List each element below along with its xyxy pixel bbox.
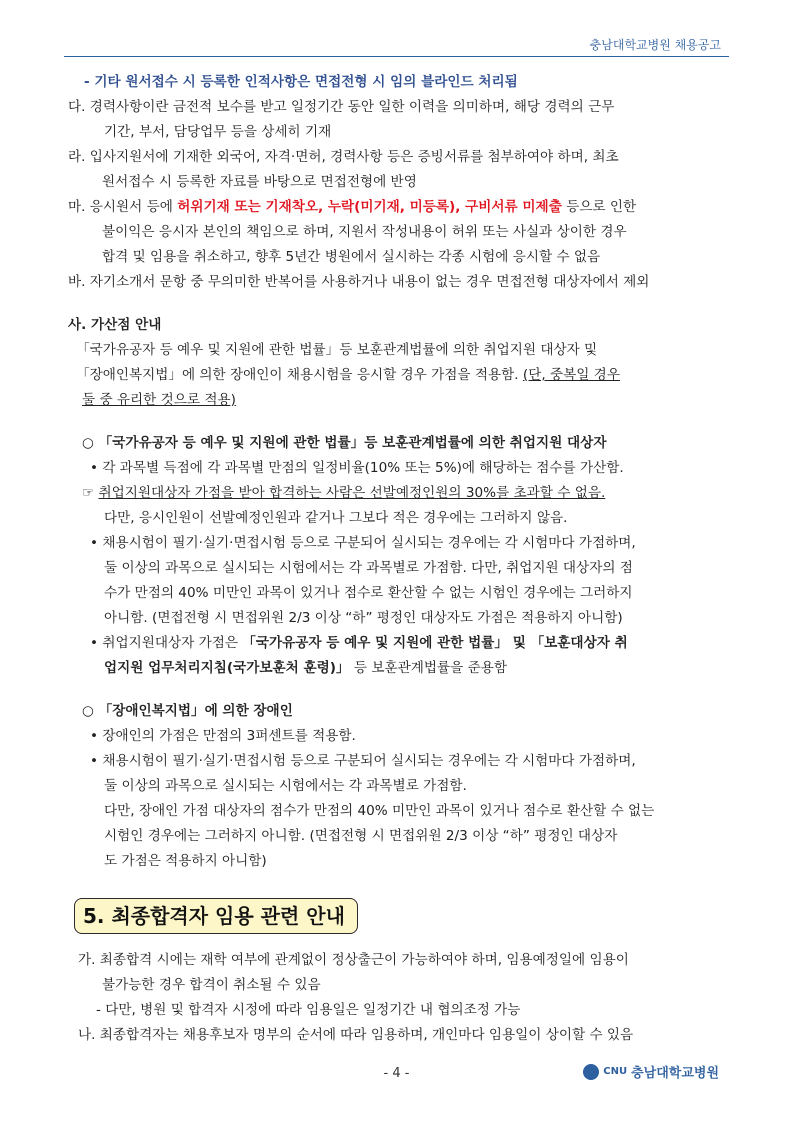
disability-bullet-2-cont2: 다만, 장애인 가점 대상자의 점수가 만점의 40% 미만인 과목이 있거나 점수로 환산할 수 없는 <box>104 803 655 819</box>
veteran-bullet-1: • 각 과목별 득점에 각 과목별 만점의 일정비율(10% 또는 5%)에 해당하는 점수를 가산함. <box>90 460 624 476</box>
pointing-hand-icon: ☞ <box>82 485 99 501</box>
veteran-bullet-2-cont3: 아니함. (면접전형 시 면접위원 2/3 이상 “하” 평정인 대상자도 가점은 적용하지 아니함) <box>104 610 623 626</box>
hospital-logo <box>583 1062 719 1081</box>
disability-bullet-2-cont3: 시험인 경우에는 그러하지 아니함. (면접전형 시 면접위원 2/3 이상 “하” 평정인 대상자 <box>104 828 618 844</box>
sa-desc-1: 「국가유공자 등 예우 및 지원에 관한 법률」등 보훈관계법률에 의한 취업지원 대상자 및 <box>76 342 598 358</box>
header-title: 충남대학교병원 채용공고 <box>589 38 721 52</box>
veteran-bullet-2-cont1: 둘 이상의 과목으로 실시되는 시험에서는 각 과목별로 가점함. 다만, 취업지원 대상자의 점 <box>104 560 633 576</box>
blind-note: - 기타 원서접수 시 등록한 인적사항은 면접전형 시 임의 블라인드 처리됨 <box>84 74 518 90</box>
sa-desc-2: 「장애인복지법」에 의한 장애인이 채용시험을 응시할 경우 가점을 적용함. (단, 중복일 경우 <box>76 367 620 383</box>
logo-name-text: 충남대학교병원 <box>631 1066 719 1081</box>
item-da: 다. 경력사항이란 금전적 보수를 받고 일정기간 동안 일한 이력을 의미하며, 해당 경력의 근무 <box>68 99 615 115</box>
header-divider <box>64 56 729 57</box>
disability-bullet-2-cont4: 도 가점은 적용하지 아니함) <box>104 853 267 869</box>
item-ma: 마. 응시원서 등에 허위기재 또는 기재착오, 누락(미기재, 미등록), 구비서류 미제출 등으로 인한 <box>68 199 637 215</box>
logo-cnu-text: CNU <box>603 1065 628 1077</box>
item-ba: 바. 자기소개서 문항 중 무의미한 반복어를 사용하거나 내용이 없는 경우 면접전형 대상자에서 제외 <box>68 274 650 290</box>
item-na: 나. 최종합격자는 채용후보자 명부의 순서에 따라 임용하며, 개인마다 임용일이 상이할 수 있음 <box>78 1027 634 1043</box>
item-ga-note: - 다만, 병원 및 합격자 시정에 따라 임용일은 일정기간 내 협의조정 가능 <box>96 1002 521 1018</box>
veteran-heading: ○ 「국가유공자 등 예우 및 지원에 관한 법률」등 보훈관계법률에 의한 취업지원 대상자 <box>82 435 607 451</box>
veteran-note-2: 다만, 응시인원이 선발예정인원과 같거나 그보다 적은 경우에는 그러하지 않음. <box>104 510 568 526</box>
item-ga-cont: 불가능한 경우 합격이 취소될 수 있음 <box>102 977 321 993</box>
item-da-cont: 기간, 부서, 담당업무 등을 상세히 기재 <box>104 124 332 140</box>
disability-heading: ○ 「장애인복지법」에 의한 장애인 <box>82 703 293 719</box>
warning-highlight: 허위기재 또는 기재착오, 누락(미기재, 미등록), 구비서류 미제출 <box>177 199 562 215</box>
section-5-title: 5. 최종합격자 임용 관련 안내 <box>74 898 358 934</box>
disability-bullet-1: • 장애인의 가점은 만점의 3퍼센트를 적용함. <box>90 728 356 744</box>
item-ga: 가. 최종합격 시에는 재학 여부에 관계없이 정상출근이 가능하여야 하며, 임용예정일에 임용이 <box>78 952 629 968</box>
page-number: - 4 - <box>383 1066 410 1081</box>
item-ma-cont1: 불이익은 응시자 본인의 책임으로 하며, 지원서 작성내용이 허위 또는 사실과 상이한 경우 <box>102 224 627 240</box>
section-sa-title: 사. 가산점 안내 <box>68 317 162 333</box>
item-ma-cont2: 합격 및 임용을 취소하고, 향후 5년간 병원에서 실시하는 각종 시험에 응시할 수 없음 <box>102 249 601 265</box>
globe-logo-icon <box>583 1064 599 1080</box>
disability-bullet-2-cont1: 둘 이상의 과목으로 실시되는 시험에서는 각 과목별로 가점함. <box>104 778 467 794</box>
veteran-bullet-3-cont: 업지원 업무처리지침(국가보훈처 훈령)」 등 보훈관계법률을 준용함 <box>104 660 508 676</box>
item-ra-cont: 원서접수 시 등록한 자료를 바탕으로 면접전형에 반영 <box>102 174 417 190</box>
veteran-bullet-2: • 채용시험이 필기·실기·면접시험 등으로 구분되어 실시되는 경우에는 각 시험마다 가점하며, <box>90 535 636 551</box>
veteran-bullet-3: • 취업지원대상자 가점은 「국가유공자 등 예우 및 지원에 관한 법률」 및 「보훈대상자 취 <box>90 635 628 651</box>
item-ra: 라. 입사지원서에 기재한 외국어, 자격·면허, 경력사항 등은 증빙서류를 첨부하여야 하며, 최초 <box>68 149 619 165</box>
veteran-bullet-2-cont2: 수가 만점의 40% 미만인 과목이 있거나 점수로 환산할 수 없는 시험인 경우에는 그러하지 <box>104 585 633 601</box>
document-body <box>68 70 723 1048</box>
veteran-note: ☞ 취업지원대상자 가점을 받아 합격하는 사람은 선발예정인원의 30%를 초과할 수 없음. <box>82 485 606 501</box>
sa-desc-3: 둘 중 유리한 것으로 적용) <box>82 392 236 408</box>
disability-bullet-2: • 채용시험이 필기·실기·면접시험 등으로 구분되어 실시되는 경우에는 각 시험마다 가점하며, <box>90 753 636 769</box>
